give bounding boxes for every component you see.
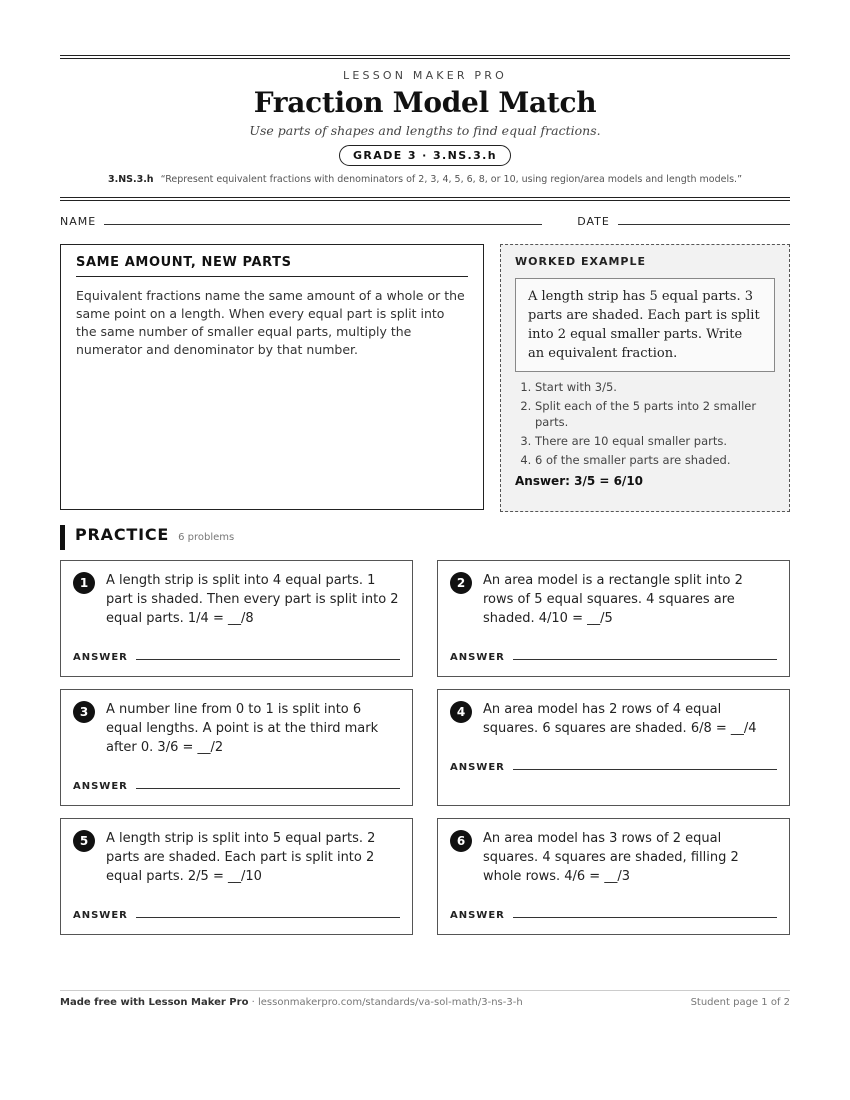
footer-brand: Made free with Lesson Maker Pro — [60, 997, 249, 1008]
problem-text: A number line from 0 to 1 is split into 6 equal lengths. A point is at the third mark after 0. 3/6 = __/2 — [106, 702, 379, 755]
name-field-line[interactable] — [104, 224, 542, 225]
standard-line — [60, 174, 790, 185]
answer-line[interactable] — [513, 659, 777, 660]
answer-label: ANSWER — [450, 910, 505, 921]
answer-line[interactable] — [136, 659, 400, 660]
page-footer — [60, 990, 790, 1008]
grade-badge-wrap — [60, 144, 790, 166]
problem-card-5 — [60, 818, 413, 935]
name-date-row — [60, 215, 790, 228]
problem-number: 3 — [73, 701, 95, 723]
answer-label: ANSWER — [73, 910, 128, 921]
problem-number: 4 — [450, 701, 472, 723]
standard-text: “Represent equivalent fractions with denominators of 2, 3, 4, 5, 6, 8, or 10, using region/area models and length models.” — [160, 174, 743, 185]
answer-label: ANSWER — [450, 762, 505, 773]
header-rule-top-2 — [60, 58, 790, 59]
practice-header — [60, 525, 790, 550]
worked-step: 1. Start with 3/5. — [535, 379, 775, 395]
problem-number: 6 — [450, 830, 472, 852]
answer-line[interactable] — [513, 917, 777, 918]
date-label: DATE — [577, 215, 610, 228]
answer-line[interactable] — [136, 788, 400, 789]
problem-text: A length strip is split into 4 equal parts. 1 part is shaded. Then every part is split into 2 equal parts. 1/4 = __/8 — [106, 573, 399, 626]
problem-text: A length strip is split into 5 equal parts. 2 parts are shaded. Each part is split into 2 equal parts. 2/5 = __/10 — [106, 831, 376, 884]
problem-number: 5 — [73, 830, 95, 852]
problem-text: An area model is a rectangle split into 2 rows of 5 equal squares. 4 squares are shaded. 4/10 = __/5 — [483, 573, 743, 626]
header-rule-bottom-2 — [60, 200, 790, 201]
worked-example-title: WORKED EXAMPLE — [515, 255, 646, 268]
worked-step: 3. There are 10 equal smaller parts. — [535, 433, 775, 449]
problem-card-6 — [437, 818, 790, 935]
footer-url[interactable]: · lessonmakerpro.com/standards/va-sol-math/3-ns-3-h — [248, 997, 523, 1008]
answer-line[interactable] — [136, 917, 400, 918]
answer-label: ANSWER — [73, 781, 128, 792]
brand-name: LESSON MAKER PRO — [343, 69, 507, 82]
standard-code: 3.NS.3.h — [107, 174, 154, 185]
problem-card-1 — [60, 560, 413, 677]
concept-body: Equivalent fractions name the same amount of a whole or the same point on a length. When every equal part is split into the same number of smaller equal parts, multiply the numerator and denominator by that number. — [76, 288, 465, 357]
worked-example-steps — [515, 379, 775, 468]
worked-example-problem: A length strip has 5 equal parts. 3 parts are shaded. Each part is split into 2 equal smaller parts. Write an equivalent fraction. — [515, 278, 775, 372]
answer-label: ANSWER — [450, 652, 505, 663]
problem-card-2 — [437, 560, 790, 677]
grade-badge: GRADE 3 · 3.NS.3.h — [339, 145, 511, 166]
answer-line[interactable] — [513, 769, 777, 770]
worksheet-page — [60, 55, 790, 935]
practice-count: 6 problems — [178, 532, 235, 543]
answer-label: ANSWER — [73, 652, 128, 663]
footer-source — [60, 997, 523, 1008]
worked-step: 4. 6 of the smaller parts are shaded. — [535, 452, 775, 468]
page-title: Fraction Model Match — [253, 86, 597, 119]
worked-example-answer: Answer: 3/5 = 6/10 — [515, 474, 644, 488]
intro-section — [60, 244, 790, 512]
footer-page-number: Student page 1 of 2 — [690, 997, 790, 1008]
problem-card-4 — [437, 689, 790, 806]
date-field-line[interactable] — [618, 224, 790, 225]
practice-title: PRACTICE — [75, 525, 170, 544]
header-rule-top — [60, 55, 790, 56]
problem-card-3 — [60, 689, 413, 806]
page-subtitle: Use parts of shapes and lengths to find equal fractions. — [249, 123, 601, 138]
concept-title: SAME AMOUNT, NEW PARTS — [76, 255, 468, 277]
problem-text: An area model has 2 rows of 4 equal squares. 6 squares are shaded. 6/8 = __/4 — [483, 702, 757, 736]
worked-example-box — [500, 244, 790, 512]
problem-number: 2 — [450, 572, 472, 594]
worked-step: 2. Split each of the 5 parts into 2 smaller parts. — [535, 398, 775, 430]
header-rule-bottom — [60, 197, 790, 198]
problem-number: 1 — [73, 572, 95, 594]
concept-box — [60, 244, 484, 510]
practice-grid — [60, 560, 790, 935]
problem-text: An area model has 3 rows of 2 equal squares. 4 squares are shaded, filling 2 whole rows. 4/6 = __/3 — [483, 831, 739, 884]
name-label: NAME — [60, 215, 97, 228]
